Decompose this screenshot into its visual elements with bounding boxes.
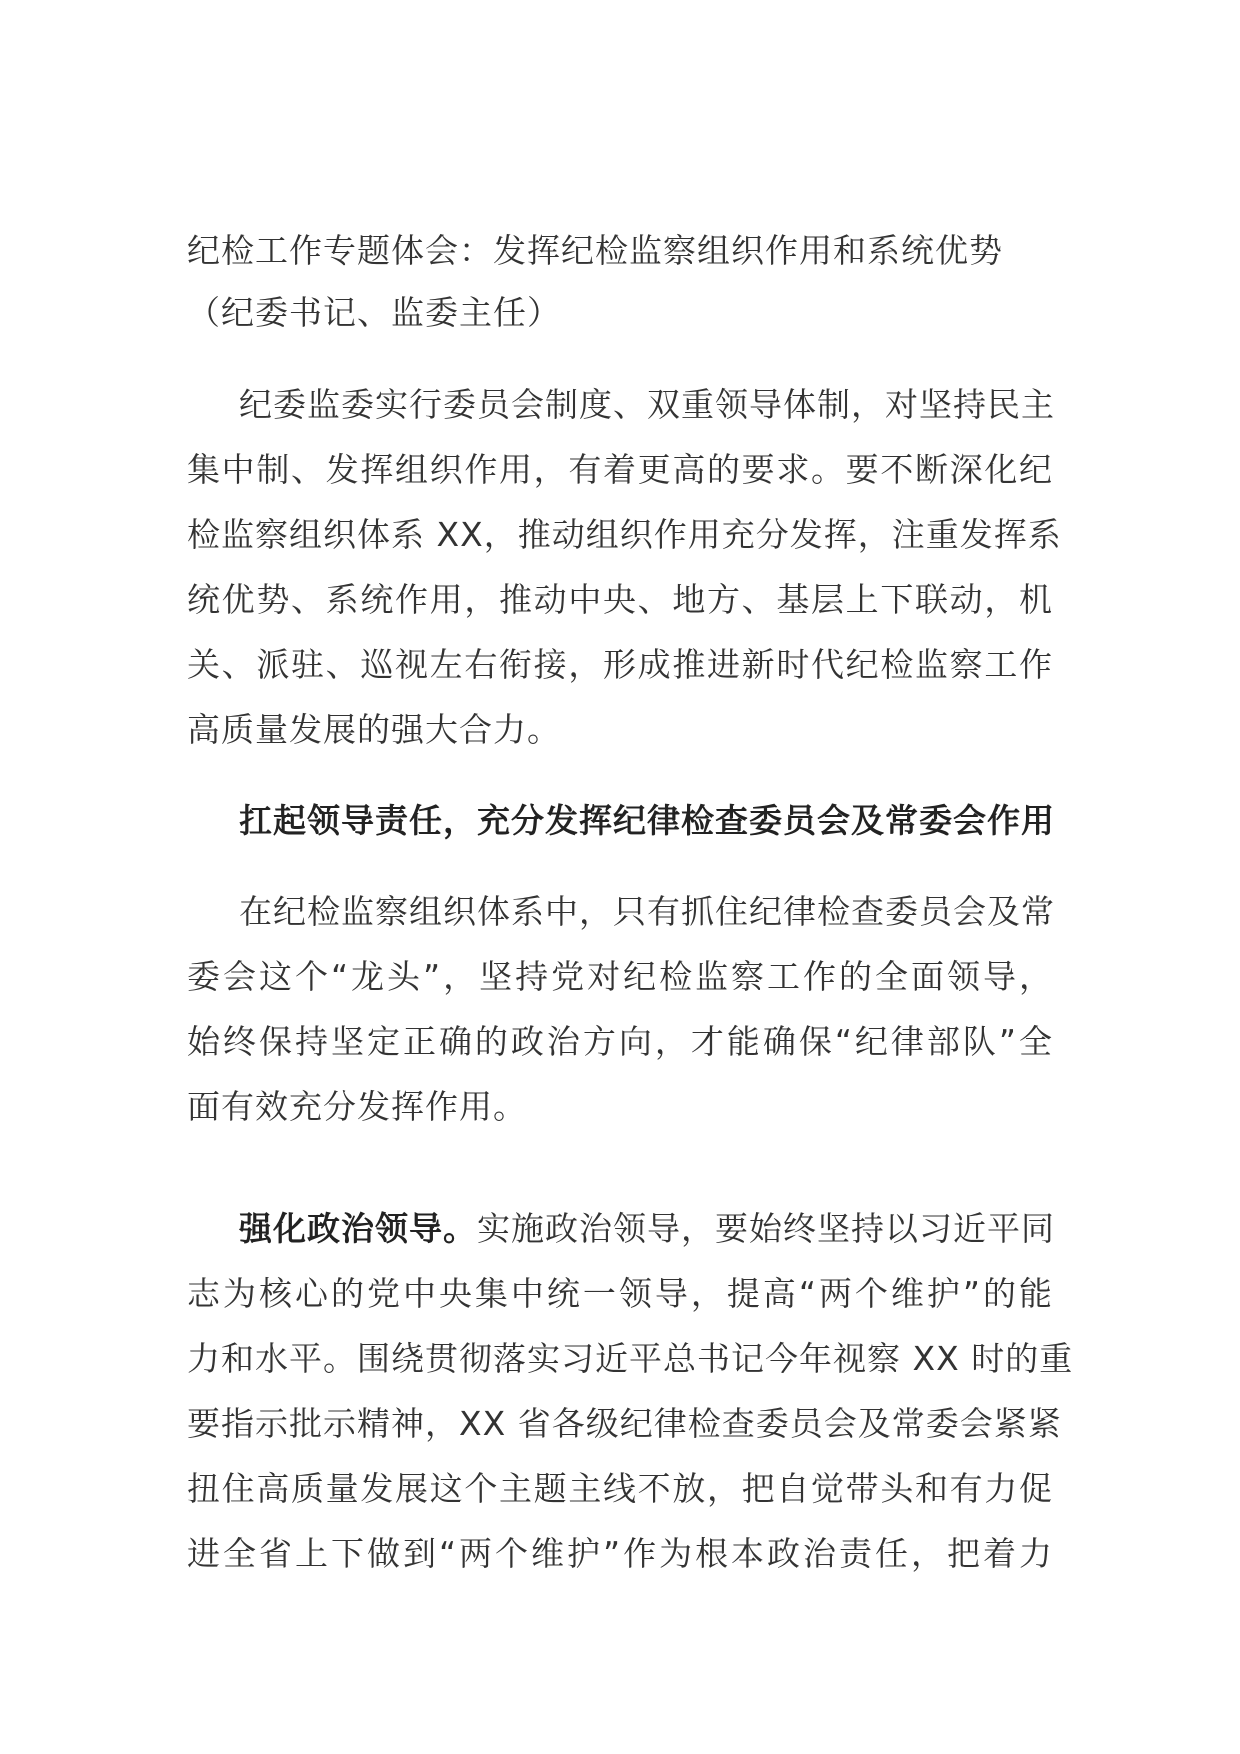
paragraph-line: 检监察组织体系 XX，推动组织作用充分发挥，注重发挥系	[187, 515, 1062, 554]
section-heading-text: 扛起领导责任，充分发挥纪律检查委员会及常委会作用	[239, 801, 1055, 840]
paragraph-line: 纪委监委实行委员会制度、双重领导体制，对坚持民主	[239, 385, 1055, 424]
paragraph-leadership	[187, 879, 1053, 1139]
paragraph-line: 集中制、发挥组织作用，有着更高的要求。要不断深化纪	[187, 450, 1053, 489]
document-title	[187, 218, 1053, 283]
subtitle-text: （纪委书记、监委主任）	[187, 293, 561, 332]
paragraph-line: 在纪检监察组织体系中，只有抓住纪律检查委员会及常	[239, 892, 1055, 931]
document-subtitle	[187, 280, 1053, 345]
paragraph-line: 统优势、系统作用，推动中央、地方、基层上下联动，机	[187, 580, 1053, 619]
paragraph-line: 力和水平。围绕贯彻落实习近平总书记今年视察 XX 时的重	[187, 1339, 1074, 1378]
inline-text: 实施政治领导，要始终坚持以习近平同	[477, 1209, 1055, 1248]
paragraph-line: 高质量发展的强大合力。	[187, 710, 561, 749]
title-text: 纪检工作专题体会：发挥纪检监察组织作用和系统优势	[187, 231, 1003, 270]
paragraph-line: 始终保持坚定正确的政治方向，才能确保“纪律部队”全	[187, 1022, 1053, 1061]
paragraph-line: 委会这个“龙头”，坚持党对纪检监察工作的全面领导，	[187, 957, 1053, 996]
paragraph-line	[187, 1196, 1053, 1261]
paragraph-intro	[187, 372, 1062, 762]
paragraph-line: 关、派驻、巡视左右衔接，形成推进新时代纪检监察工作	[187, 645, 1053, 684]
paragraph-line: 要指示批示精神，XX 省各级纪律检查委员会及常委会紧紧	[187, 1404, 1062, 1443]
paragraph-political-leadership	[187, 1196, 1074, 1586]
paragraph-line: 进全省上下做到“两个维护”作为根本政治责任，把着力	[187, 1534, 1053, 1573]
paragraph-line: 面有效充分发挥作用。	[187, 1087, 527, 1126]
section-heading	[187, 788, 1053, 853]
inline-bold-lead: 强化政治领导。	[239, 1209, 477, 1248]
paragraph-line: 志为核心的党中央集中统一领导，提高“两个维护”的能	[187, 1274, 1053, 1313]
paragraph-line: 扭住高质量发展这个主题主线不放，把自觉带头和有力促	[187, 1469, 1053, 1508]
